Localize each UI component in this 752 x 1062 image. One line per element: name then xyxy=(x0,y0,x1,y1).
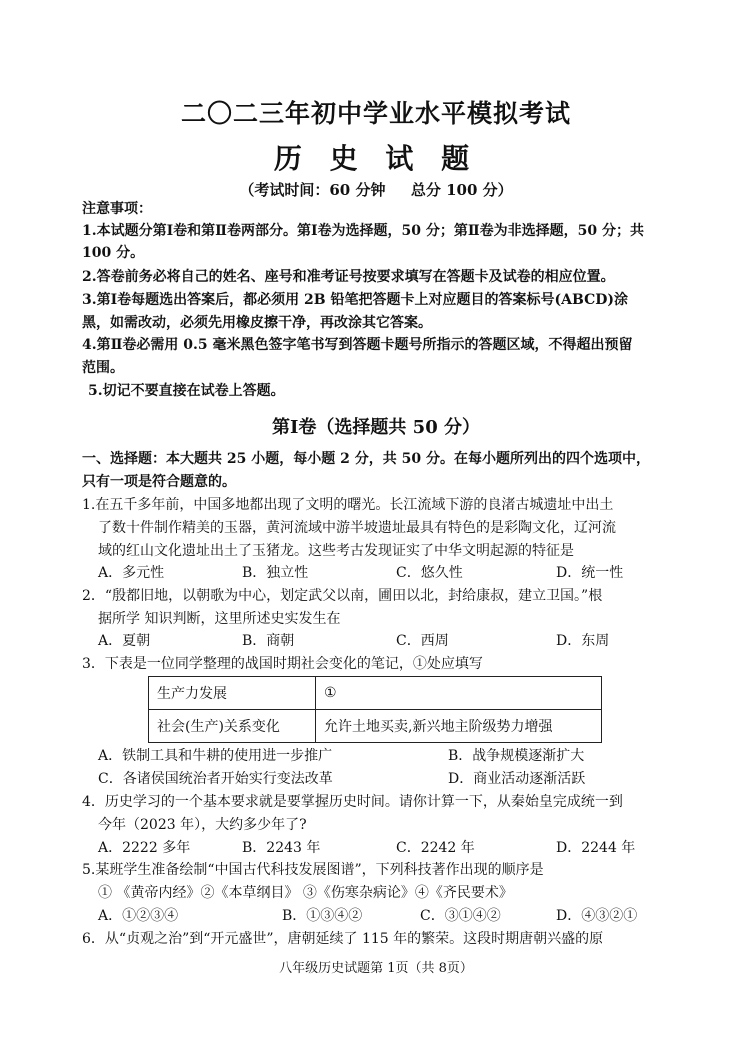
question-3-options xyxy=(98,769,678,789)
section-title: 第Ⅰ卷（选择题共 50 分） xyxy=(271,417,480,438)
notes-line: 范围。 xyxy=(82,360,124,376)
question-4-line: 4．历史学习的一个基本要求就是要掌握历史时间。请你计算一下，从秦始皇完成统一到 xyxy=(82,794,623,810)
notes-line: 2.答卷前务必将自己的姓名、座号和准考证号按要求填写在答题卡及试卷的相应位置。 xyxy=(82,269,615,285)
page-footer: 八年级历史试题第 1页（共 8页） xyxy=(279,961,473,976)
option-d[interactable]: D．统一性 xyxy=(556,565,624,581)
question-3-options xyxy=(98,746,678,766)
option-a[interactable]: A．2222 多年 xyxy=(98,840,191,856)
section-instructions: 只有一项是符合题意的。 xyxy=(82,474,236,490)
table-cell: 允许土地买卖,新兴地主阶级势力增强 xyxy=(316,710,602,743)
question-2-line: 2．“殷都旧地，以朝歌为中心，划定武父以南，圃田以北，封给康叔，建立卫国。”根 xyxy=(82,588,603,604)
option-b[interactable]: B．①③④② xyxy=(282,908,363,924)
option-b[interactable]: B．商朝 xyxy=(242,633,295,649)
option-c[interactable]: C．西周 xyxy=(396,633,449,649)
question-6-line: 6．从“贞观之治”到“开元盛世”，唐朝延续了 115 年的繁荣。这段时期唐朝兴盛的原 xyxy=(82,931,604,947)
question-4-line: 今年（2023 年），大约多少年了? xyxy=(98,817,307,833)
question-2-options xyxy=(98,631,678,651)
exam-info: （考试时间：60 分钟 总分 100 分） xyxy=(239,181,513,199)
notes-heading: 注意事项： xyxy=(82,201,152,217)
table-cell: 社会(生产)关系变化 xyxy=(149,710,316,743)
notes-line: 4.第Ⅱ卷必需用 0.5 毫米黑色签字笔书写到答题卡题号所指示的答题区域，不得超出预留 xyxy=(82,337,633,353)
exam-title: 二〇二三年初中学业水平模拟考试 xyxy=(180,99,571,128)
subject-title: 历 史 试 题 xyxy=(273,142,479,175)
notes-line: 3.第Ⅰ卷每题选出答案后，都必须用 2B 铅笔把答题卡上对应题目的答案标号(ABCD)涂 xyxy=(82,292,628,308)
question-1-line: 了数十件制作精美的玉器，黄河流域中游半坡遗址最具有特色的是彩陶文化，辽河流 xyxy=(98,520,616,536)
notes-line: 5.切记不要直接在试卷上答题。 xyxy=(88,383,285,399)
option-d[interactable]: D．东周 xyxy=(556,633,610,649)
question-1-options xyxy=(98,563,678,583)
notes-line: 黑，如需改动，必须先用橡皮擦干净，再改涂其它答案。 xyxy=(82,315,432,331)
option-c[interactable]: C．③①④② xyxy=(420,908,501,924)
option-c[interactable]: C．2242 年 xyxy=(396,840,475,856)
option-a[interactable]: A．①②③④ xyxy=(98,908,179,924)
question-5-line: ① 《黄帝内经》②《本草纲目》 ③《伤寒杂病论》④《齐民要术》 xyxy=(98,885,513,901)
option-d[interactable]: D．商业活动逐渐活跃 xyxy=(448,771,586,787)
option-a[interactable]: A．夏朝 xyxy=(98,633,151,649)
option-c[interactable]: C．各诸侯国统治者开始实行变法改革 xyxy=(98,771,333,787)
option-b[interactable]: B．独立性 xyxy=(242,565,309,581)
table-cell: ① xyxy=(316,677,602,710)
table-row xyxy=(149,710,602,743)
table-row xyxy=(149,677,602,710)
notes-line: 100 分。 xyxy=(82,245,145,261)
option-c[interactable]: C．悠久性 xyxy=(396,565,463,581)
question-3-line: 3．下表是一位同学整理的战国时期社会变化的笔记，①处应填写 xyxy=(82,656,483,672)
option-a[interactable]: A．多元性 xyxy=(98,565,165,581)
notes-line: 1.本试题分第Ⅰ卷和第Ⅱ卷两部分。第Ⅰ卷为选择题，50 分；第Ⅱ卷为非选择题，50 分；共 xyxy=(82,223,645,239)
option-d[interactable]: D．2244 年 xyxy=(556,840,636,856)
option-a[interactable]: A．铁制工具和牛耕的使用进一步推广 xyxy=(98,748,333,764)
question-1-line: 1.在五千多年前，中国多地都出现了文明的曙光。长江流域下游的良渚古城遗址中出土 xyxy=(82,497,614,513)
question-4-options xyxy=(98,838,678,858)
question-2-line: 据所学 知识判断，这里所述史实发生在 xyxy=(98,611,341,627)
question-5-options xyxy=(98,906,678,926)
section-instructions: 一、选择题：本大题共 25 小题，每小题 2 分，共 50 分。在每小题所列出的四个选项中， xyxy=(82,451,650,467)
question-3-table xyxy=(148,676,602,743)
option-d[interactable]: D．④③②① xyxy=(556,908,638,924)
table-cell: 生产力发展 xyxy=(149,677,316,710)
question-1-line: 域的红山文化遗址出土了玉猪龙。这些考古发现证实了中华文明起源的特征是 xyxy=(98,543,574,559)
option-b[interactable]: B．2243 年 xyxy=(242,840,321,856)
question-5-line: 5.某班学生准备绘制“中国古代科技发展图谱”，下列科技著作出现的顺序是 xyxy=(82,862,544,878)
option-b[interactable]: B．战争规模逐渐扩大 xyxy=(448,748,585,764)
